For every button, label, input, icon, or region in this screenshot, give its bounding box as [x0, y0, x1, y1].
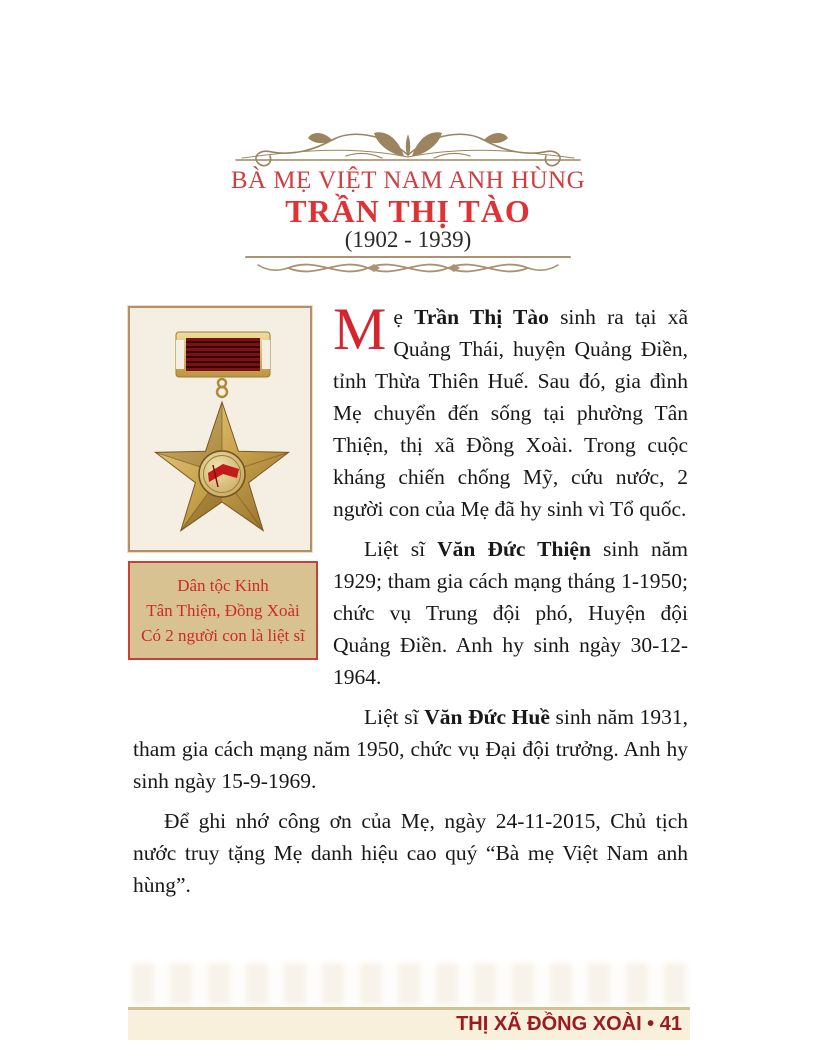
paragraph: Liệt sĩ Văn Đức Thiện sinh năm 1929; tham gia cách mạng tháng 1-1950; chức vụ Trung đội phó, Huyện đội Quảng Điền. Anh hy sinh ngày 30-12-1964.: [333, 537, 688, 689]
show-through-artifact: [132, 963, 688, 1005]
life-years: (1902 - 1939): [344, 227, 472, 252]
page-footer: [128, 1007, 690, 1040]
medal-figure: [128, 306, 318, 660]
header-braid-ornament: [243, 253, 573, 281]
caption-line: Có 2 người con là liệt sĩ: [141, 626, 305, 645]
article-body: [133, 296, 689, 909]
paragraph: Mẹ Trần Thị Tào sinh ra tại xã Quảng Thái, huyện Quảng Điền, tỉnh Thừa Thiên Huế. Sau đó, gia đình Mẹ chuyển đến sống tại phường Tân Thiện, thị xã Đồng Xoài. Trong cuộc kháng chiến chống Mỹ, cứu nước, 2 người con của Mẹ đã hy sinh vì Tổ quốc.: [333, 296, 688, 521]
page-title: TRẦN THỊ TÀO: [285, 193, 531, 229]
page-subtitle: BÀ MẸ VIỆT NAM ANH HÙNG: [230, 167, 586, 194]
paragraph: Để ghi nhớ công ơn của Mẹ, ngày 24-11-2015, Chủ tịch nước truy tặng Mẹ danh hiệu cao quý “Bà mẹ Việt Nam anh hùng”.: [133, 809, 688, 897]
header-flourish-ornament: [232, 124, 584, 168]
paragraph: Liệt sĩ Văn Đức Huề sinh năm 1931, tham gia cách mạng năm 1950, chức vụ Đại đội trưởng. Anh hy sinh ngày 15-9-1969.: [133, 705, 689, 793]
caption-line: Dân tộc Kinh: [177, 576, 269, 595]
caption-line: Tân Thiện, Đồng Xoài: [146, 601, 300, 620]
drop-cap: M: [333, 296, 387, 362]
medal-photo: [128, 306, 312, 552]
medal-caption: [128, 561, 318, 660]
footer-running-title: THỊ XÃ ĐỒNG XOÀI • 41: [456, 1013, 682, 1035]
gold-star-medal-icon: [130, 308, 310, 550]
